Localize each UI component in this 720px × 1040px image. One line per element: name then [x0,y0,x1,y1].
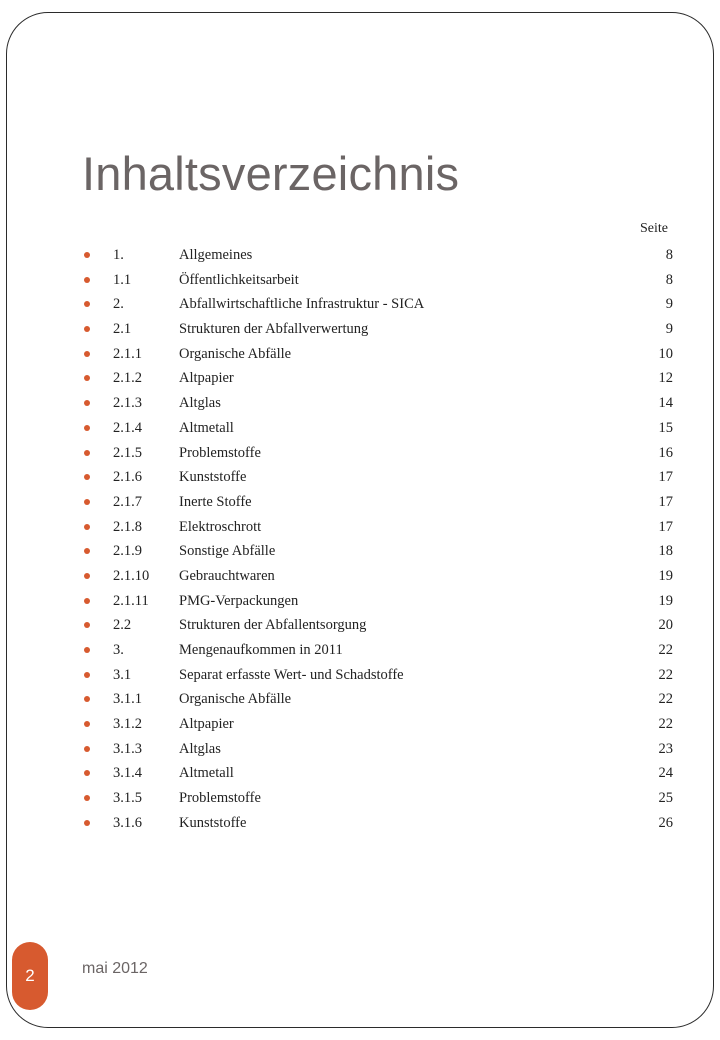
toc-entry [78,687,678,712]
toc-entry [78,539,678,564]
toc-label: Öffentlichkeitsarbeit [179,271,299,288]
toc-page-number: 19 [658,592,673,609]
toc-label: Strukturen der Abfallentsorgung [179,617,367,634]
toc-number: 3.1.5 [113,790,142,807]
toc-number: 3.1.3 [113,740,142,757]
toc-number: 1. [113,247,124,263]
bullet-icon [84,326,90,332]
toc-page-number: 14 [658,395,673,412]
bullet-icon [84,770,90,776]
toc-label: Gebrauchtwaren [179,567,275,584]
toc-page-number: 10 [658,345,673,362]
toc-page-number: 19 [658,567,673,584]
toc-label: Altmetall [179,765,234,782]
bullet-icon [84,820,90,826]
toc-label: Inerte Stoffe [179,493,252,510]
toc-label: Elektroschrott [179,518,262,535]
toc-entry [78,761,678,786]
toc-page-number: 24 [658,765,673,782]
toc-label: Problemstoffe [179,444,261,461]
bullet-icon [84,425,90,431]
toc-number: 2.1.11 [113,592,149,609]
toc-entry [78,515,678,540]
toc-label: Sonstige Abfälle [179,543,276,560]
toc-page-number: 16 [658,444,673,461]
toc-entry [78,786,678,811]
toc-entry [78,663,678,688]
bullet-icon [84,450,90,456]
toc-entry [78,317,678,342]
toc-entry [78,441,678,466]
bullet-icon [84,301,90,307]
toc-page-number: 25 [658,790,673,807]
toc-entry [78,490,678,515]
toc-page-number: 9 [665,321,673,338]
toc-entry [78,564,678,589]
toc-number: 2.2 [113,617,132,634]
toc-label: Separat erfasste Wert- und Schadstoffe [179,666,404,683]
bullet-icon [84,351,90,357]
toc-entry [78,613,678,638]
toc-number: 2.1.2 [113,370,142,387]
toc-label: Altmetall [179,419,234,436]
toc-page-number: 15 [658,419,673,436]
toc-entry [78,589,678,614]
bullet-icon [84,746,90,752]
toc-page-number: 22 [658,691,673,708]
toc-number: 3.1 [113,666,132,683]
toc-number: 2.1.4 [113,419,142,436]
bullet-icon [84,548,90,554]
toc-number: 2.1 [113,321,132,338]
bullet-icon [84,277,90,283]
bullet-icon [84,474,90,480]
toc-entry [78,416,678,441]
toc-entry [78,465,678,490]
bullet-icon [84,795,90,801]
toc-entry [78,737,678,762]
toc-label: Strukturen der Abfallverwertung [179,321,369,338]
slide-number-badge [12,942,48,1010]
toc-page-number: 17 [658,469,673,486]
toc-number: 3.1.4 [113,765,142,782]
slide-title: Inhaltsverzeichnis [82,147,460,200]
toc-entry [78,342,678,367]
bullet-icon [84,573,90,579]
table-of-contents [78,243,678,836]
toc-page-number: 8 [665,271,673,288]
toc-page-number: 8 [665,247,673,263]
toc-page-number: 20 [658,617,673,634]
toc-label: Altglas [179,395,221,412]
toc-page-number: 26 [658,814,673,831]
toc-number: 2.1.7 [113,493,142,510]
toc-label: Altpapier [179,716,234,733]
toc-page-number: 9 [665,296,673,313]
toc-page-number: 17 [658,493,673,510]
toc-page-number: 12 [658,370,673,387]
page-column-header: Seite [640,221,668,236]
toc-label: Organische Abfälle [179,691,292,708]
toc-number: 3.1.6 [113,814,142,831]
toc-number: 3.1.2 [113,716,142,733]
bullet-icon [84,696,90,702]
toc-number: 2.1.5 [113,444,142,461]
bullet-icon [84,524,90,530]
toc-label: Organische Abfälle [179,345,292,362]
toc-label: Mengenaufkommen in 2011 [179,642,343,658]
toc-label: Altglas [179,740,221,757]
toc-label: Allgemeines [179,247,253,263]
toc-number: 2.1.6 [113,469,142,486]
toc-label: Kunststoffe [179,469,247,486]
bullet-icon [84,252,90,258]
toc-number: 2.1.3 [113,395,142,412]
toc-page-number: 22 [658,716,673,733]
toc-page-number: 23 [658,740,673,757]
toc-entry [78,391,678,416]
bullet-icon [84,647,90,653]
toc-number: 2.1.10 [113,567,150,584]
toc-number: 2.1.8 [113,518,142,535]
toc-number: 1.1 [113,271,132,288]
toc-entry [78,638,678,663]
toc-entry [78,292,678,317]
toc-entry [78,811,678,836]
bullet-icon [84,400,90,406]
toc-entry [78,712,678,737]
toc-label: Kunststoffe [179,814,247,831]
toc-number: 2.1.1 [113,345,142,362]
toc-number: 2.1.9 [113,543,142,560]
toc-label: Problemstoffe [179,790,261,807]
slide-number: 2 [25,966,35,985]
toc-entry [78,268,678,293]
bullet-icon [84,499,90,505]
toc-label: Abfallwirtschaftliche Infrastruktur - SICA [179,296,425,313]
toc-label: PMG-Verpackungen [179,592,299,609]
toc-page-number: 22 [658,666,673,683]
footer-date: mai 2012 [82,960,148,977]
toc-number: 3.1.1 [113,691,142,708]
toc-page-number: 22 [658,642,673,658]
bullet-icon [84,672,90,678]
toc-page-number: 18 [658,543,673,560]
toc-number: 2. [113,296,124,313]
toc-entry [78,243,678,268]
toc-number: 3. [113,642,124,658]
toc-page-number: 17 [658,518,673,535]
bullet-icon [84,622,90,628]
toc-label: Altpapier [179,370,234,387]
bullet-icon [84,598,90,604]
bullet-icon [84,721,90,727]
toc-entry [78,366,678,391]
bullet-icon [84,375,90,381]
